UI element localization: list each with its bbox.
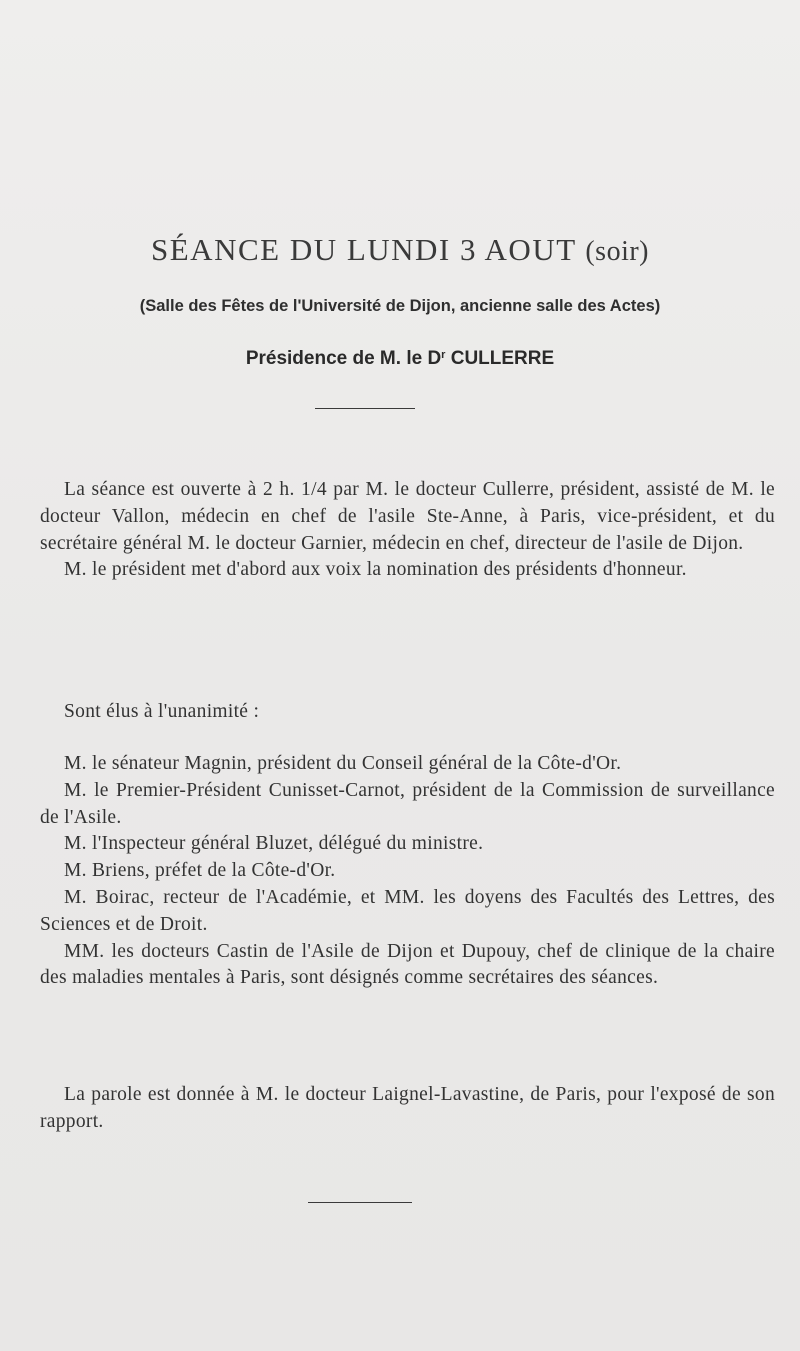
paragraph-text: M. Boirac, recteur de l'Académie, et MM. les doyens des Facultés des Lettres, des Sciences et de Droit. bbox=[40, 886, 775, 935]
session-heading bbox=[0, 232, 800, 268]
paragraph-text: M. le Premier-Président Cunisset-Carnot, président de la Commission de surveillance de l'Asile. bbox=[40, 779, 775, 828]
paragraph-text: M. Briens, préfet de la Côte-d'Or. bbox=[64, 860, 336, 882]
divider-top bbox=[315, 408, 415, 409]
paragraph-text: M. l'Inspecteur général Bluzet, délégué du ministre. bbox=[64, 833, 484, 855]
paragraph-text: MM. les docteurs Castin de l'Asile de Dijon et Dupouy, chef de clinique de la chaire des maladies mentales à Paris, sont désignés comme secrétaires des séances. bbox=[40, 940, 775, 989]
presidency-superscript: r bbox=[441, 349, 446, 361]
paragraph-text: La séance est ouverte à 2 h. 1/4 par M. le docteur Cullerre, président, assisté de M. le docteur Vallon, médecin en chef de l'asile Ste-Anne, à Paris, vice-président, et du secrétaire général M. le docteur Garnier, médecin en chef, directeur de l'asile de Dijon. bbox=[40, 479, 775, 554]
paragraph-text: La parole est donnée à M. le docteur Laignel-Lavastine, de Paris, pour l'exposé de son rapport. bbox=[40, 1084, 775, 1132]
presidency-prefix: Présidence de M. le D bbox=[245, 348, 442, 369]
presidency-name: CULLERRE bbox=[445, 348, 555, 369]
paragraph-opening bbox=[40, 477, 775, 584]
presidency-line bbox=[0, 348, 800, 370]
paragraph-elected bbox=[40, 699, 775, 726]
venue-line: (Salle des Fêtes de l'Université de Dijon, ancienne salle des Actes) bbox=[139, 297, 661, 315]
paragraph-list bbox=[40, 751, 775, 992]
paragraph-text: M. le président met d'abord aux voix la nomination des présidents d'honneur. bbox=[64, 559, 687, 581]
paragraph-text: M. le sénateur Magnin, président du Conseil général de la Côte-d'Or. bbox=[64, 753, 622, 774]
paragraph-text: Sont élus à l'unanimité : bbox=[64, 701, 260, 722]
session-time: (soir) bbox=[585, 236, 649, 267]
paragraph-closing bbox=[40, 1082, 775, 1136]
session-title: SÉANCE DU LUNDI 3 AOUT bbox=[151, 232, 577, 267]
divider-bottom bbox=[308, 1202, 412, 1203]
